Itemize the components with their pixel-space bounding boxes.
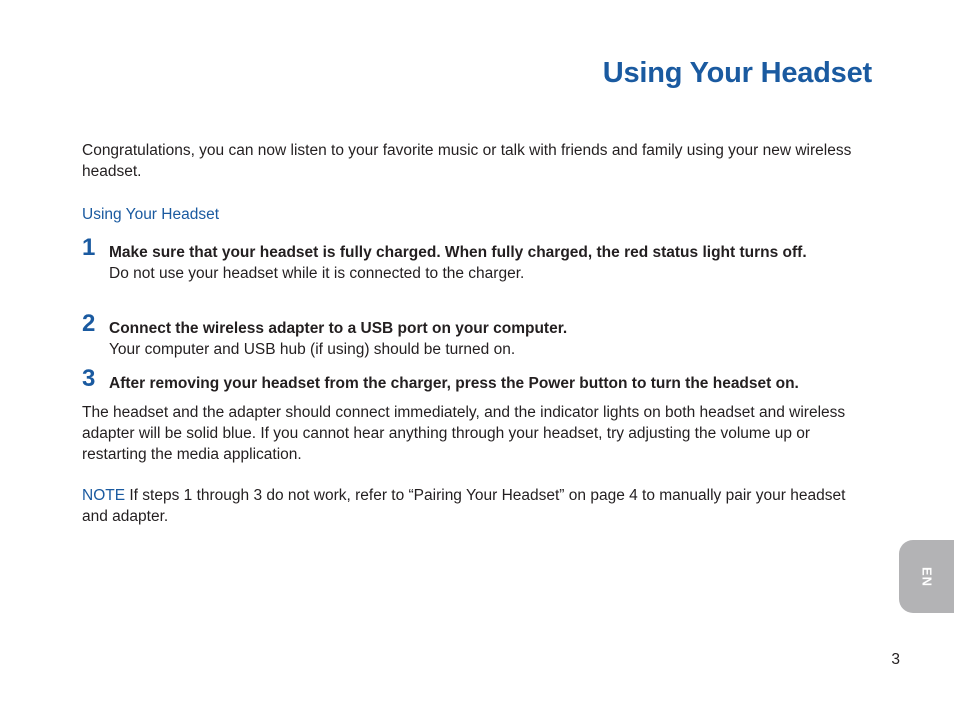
language-tab-label: EN: [919, 566, 934, 587]
language-tab: [899, 540, 954, 613]
note-text: If steps 1 through 3 do not work, refer to “Pairing Your Headset” on page 4 to manually pair your headset and adapter.: [82, 487, 846, 525]
page-number: 3: [891, 651, 900, 668]
step-body: [109, 242, 872, 284]
step-1: [82, 234, 872, 284]
page-title: Using Your Headset: [602, 57, 872, 89]
step-title: Connect the wireless adapter to a USB port on your computer.: [109, 320, 568, 337]
note-label: NOTE: [82, 487, 126, 504]
note-paragraph: [82, 485, 872, 527]
step-3: [82, 365, 872, 394]
step-body: [109, 373, 872, 394]
step-number: 2: [82, 310, 96, 337]
step-number: 1: [82, 234, 96, 261]
step-note: Do not use your headset while it is connected to the charger.: [109, 265, 525, 282]
step-2: [82, 310, 872, 360]
section-heading: Using Your Headset: [82, 206, 220, 223]
step-number: 3: [82, 365, 96, 392]
step-body: [109, 318, 872, 360]
step-title: Make sure that your headset is fully charged. When fully charged, the red status light turns off.: [109, 244, 807, 261]
intro-paragraph: Congratulations, you can now listen to your favorite music or talk with friends and family using your new wireless headset.: [82, 142, 852, 180]
step-title: After removing your headset from the charger, press the Power button to turn the headset on.: [109, 375, 799, 392]
result-paragraph: The headset and the adapter should connect immediately, and the indicator lights on both headset and wireless adapter will be solid blue. If you cannot hear anything through your headset, try adjusting the volume up or restarting the media application.: [82, 404, 846, 463]
step-note: Your computer and USB hub (if using) should be turned on.: [109, 341, 516, 358]
